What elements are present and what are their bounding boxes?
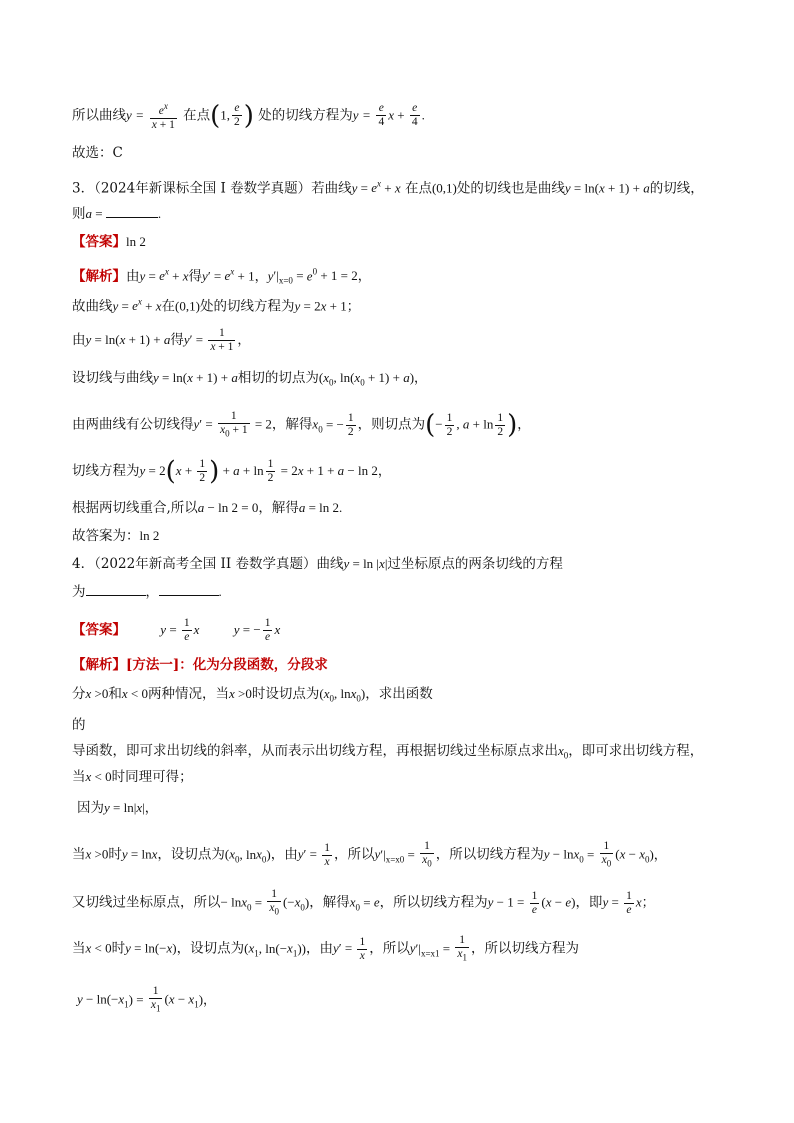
- text: 由: [72, 332, 86, 348]
- question-3: 3．（2024年新课标全国 I 卷数学真题）若曲线$y = e^x + x$ 在点(0,1)处的切线也是曲线y = ln(x + 1) + a的切线，: [72, 179, 704, 197]
- text: 得: [188, 268, 203, 285]
- text: ，求出函数: [365, 686, 433, 702]
- text: ，所以: [333, 846, 375, 863]
- answer-blank: [106, 217, 158, 218]
- solution-step-5: 由两曲线有公切线得y′ = $\frac{1}{x_0 + 1}$ = 2，解得$x_0$ = − $\frac{1}{2}$ ，则切点为(− $\frac{1}{2}$ , a + ln $\frac{1}{2}$ )，: [72, 410, 531, 441]
- text: 在点: [404, 180, 432, 197]
- text: 处的切线也是曲线: [456, 180, 565, 197]
- text: 故选：C: [72, 145, 123, 161]
- text: 的切线，: [649, 180, 704, 197]
- solution-step-6: 切线方程为y = 2(x + $\frac{1}{2}$ ) + a + ln $\frac{1}{2}$ = 2x + 1 + a − ln 2，: [72, 456, 391, 487]
- text: 过坐标原点的两条切线的方程: [387, 556, 563, 572]
- para-4: 因为y = ln|x|，: [77, 800, 158, 816]
- text: ，解得: [271, 416, 313, 433]
- answer-tag: 【答案】: [72, 234, 126, 250]
- text: 的: [72, 717, 86, 733]
- answer-3: [72, 232, 146, 252]
- question-3-line-2: 则a = .: [72, 206, 162, 222]
- choice-line: [72, 143, 123, 163]
- solution-step-3: 由y = ln(x + 1) + a得y′ = $\frac{1}{x + 1}$ ，: [72, 327, 251, 353]
- text: ，所以切线方程为: [470, 940, 579, 957]
- para-2: 导函数，即可求出切线的斜率，从而表示出切线方程，再根据切线过坐标原点求出$x_0$，即可求出切线方程，: [72, 743, 704, 761]
- solution-step-7: 根据两切线重合,所以a − ln 2 = 0，解得a = ln 2.: [72, 500, 343, 516]
- text: 3．（2024年新课标全国 I 卷数学真题）若曲线: [72, 180, 352, 197]
- text: ，解得: [309, 894, 350, 911]
- text: 由: [126, 268, 140, 285]
- text: 时同理可得；: [111, 769, 193, 785]
- text: 时: [108, 846, 122, 863]
- para-1-wrap: [72, 715, 86, 735]
- text: 故曲线: [72, 298, 113, 315]
- text: ，所以: [369, 940, 410, 957]
- text: ，由: [270, 846, 298, 863]
- analysis-tag: 【解析】: [72, 268, 126, 285]
- text: 得: [170, 332, 184, 348]
- method-tag: 【解析】[方法一]：化为分段函数，分段求: [72, 657, 328, 673]
- answer-blank: [86, 595, 146, 596]
- text: 相切的切点为: [237, 370, 319, 386]
- text: 为: [72, 584, 86, 600]
- text: 分: [72, 686, 86, 702]
- text: 当: [72, 940, 86, 957]
- text: ，所以切线方程为: [435, 846, 544, 863]
- text: 时设切点为: [251, 686, 320, 702]
- question-4: 4．（2022年新高考全国 II 卷数学真题）曲线y = ln |x|过坐标原点的两条切线的方程: [72, 556, 563, 572]
- question-4-line-2: 为 ， .: [72, 584, 222, 600]
- text: 当: [72, 846, 86, 863]
- text: 时: [111, 940, 126, 957]
- text: ，解得: [258, 500, 299, 516]
- text: 当: [72, 769, 86, 785]
- text: 由两曲线有公切线得: [72, 416, 194, 433]
- answer-4: 【答案】 y = $\frac{1}{e}$ x y = − $\frac{1}{e}$ x: [72, 617, 281, 643]
- para-1: 分x >0和x < 0两种情况，当x >0时设切点为($x_0$, lnx$_0$)，求出函数: [72, 686, 433, 704]
- text: 又切线过坐标原点，所以: [72, 894, 221, 911]
- text: 所以曲线: [72, 107, 126, 124]
- text: ，由: [306, 940, 333, 957]
- para-8: $y - \ln(-x_1)$ = $\frac{1}{x_1}$ $(x - x_1)$，: [77, 985, 217, 1014]
- text: 两种情况，当: [148, 686, 229, 702]
- text: 则: [72, 206, 86, 222]
- solution-step-2: 故曲线$y = e^x + x$在(0,1)处的切线方程为y = 2x + 1；: [72, 297, 360, 315]
- text: 导函数，即可求出切线的斜率，从而表示出切线方程，再根据切线过坐标原点求出: [72, 743, 558, 759]
- text: 和: [108, 686, 122, 702]
- text: ，则切点为: [357, 416, 426, 433]
- text: 设切线与曲线: [72, 370, 153, 386]
- fraction: $\frac{e^x}{x + 1}$: [151, 101, 175, 131]
- answer-blank: [159, 595, 219, 596]
- solution-step-1: 【解析】由$y = e^x + x$得$y' = e^x + 1$，$y'|_{x=0} = e^0 + 1 = 2$，: [72, 267, 371, 286]
- text: 在点: [183, 107, 211, 124]
- text: 故答案为：: [72, 528, 140, 544]
- text: 处的切线方程为: [258, 107, 353, 124]
- text: 4．（2022年新高考全国 II 卷数学真题）曲线: [72, 556, 344, 572]
- text: ，设切点为: [157, 846, 225, 863]
- para-6: 又切线过坐标原点，所以− lnx$_0$ = $\frac{1}{x_0}$ $(-x_0)$，解得$x_0 = e$，所以切线方程为y − 1 = $\frac{1}{e}$ (x − e)，即y = $\frac{1}{e}$ x；: [72, 888, 655, 917]
- method-1-heading: [72, 655, 328, 675]
- text: 切线方程为: [72, 463, 140, 479]
- text: 在: [161, 298, 176, 315]
- final-answer-3: [72, 526, 159, 546]
- text: ，设切点为: [176, 940, 245, 957]
- text: 处的切线方程为: [199, 298, 295, 315]
- text: ，即可求出切线方程，: [568, 743, 704, 759]
- solution-step-4: 设切线与曲线y = ln(x + 1) + a相切的切点为($x_0$, $\ln(x_0 + 1) + a$)，: [72, 370, 428, 388]
- para-3: 当x < 0时同理可得；: [72, 769, 193, 785]
- text: ，所以切线方程为: [379, 894, 488, 911]
- conclusion-line-1: 所以曲线y = $\frac{e^x}{x + 1}$ 在点(1, $\frac{e}{2}$ ) 处的切线方程为y = $\frac{e}{4}$ x + $\frac{e}{4}$ .: [72, 100, 425, 131]
- answer-tag: 【答案】: [72, 622, 126, 638]
- para-5: 当x >0时y = lnx，设切点为($x_0$, lnx$_0$)，由y′ = $\frac{1}{x}$ ，所以$y'|_{x=x0}$ = $\frac{1}{x_0}$ ，所以切线方程为y − lnx$_0$ = $\frac{1}{x_0}$ $(x - x_0)$，: [72, 840, 667, 869]
- text: 根据两切线重合,所以: [72, 500, 198, 516]
- answer-value: ln 2: [139, 528, 160, 543]
- text: 因为: [77, 800, 104, 816]
- answer-value: ln 2: [126, 234, 146, 249]
- text: ，即: [575, 894, 603, 911]
- para-7: 当x < 0时y = ln(−x)，设切点为($x_1$, $\ln(-x_1)$)，由y′ = $\frac{1}{x}$ ，所以$y'|_{x=x1}$ = $\frac{1}{x_1}$ ，所以切线方程为: [72, 934, 579, 963]
